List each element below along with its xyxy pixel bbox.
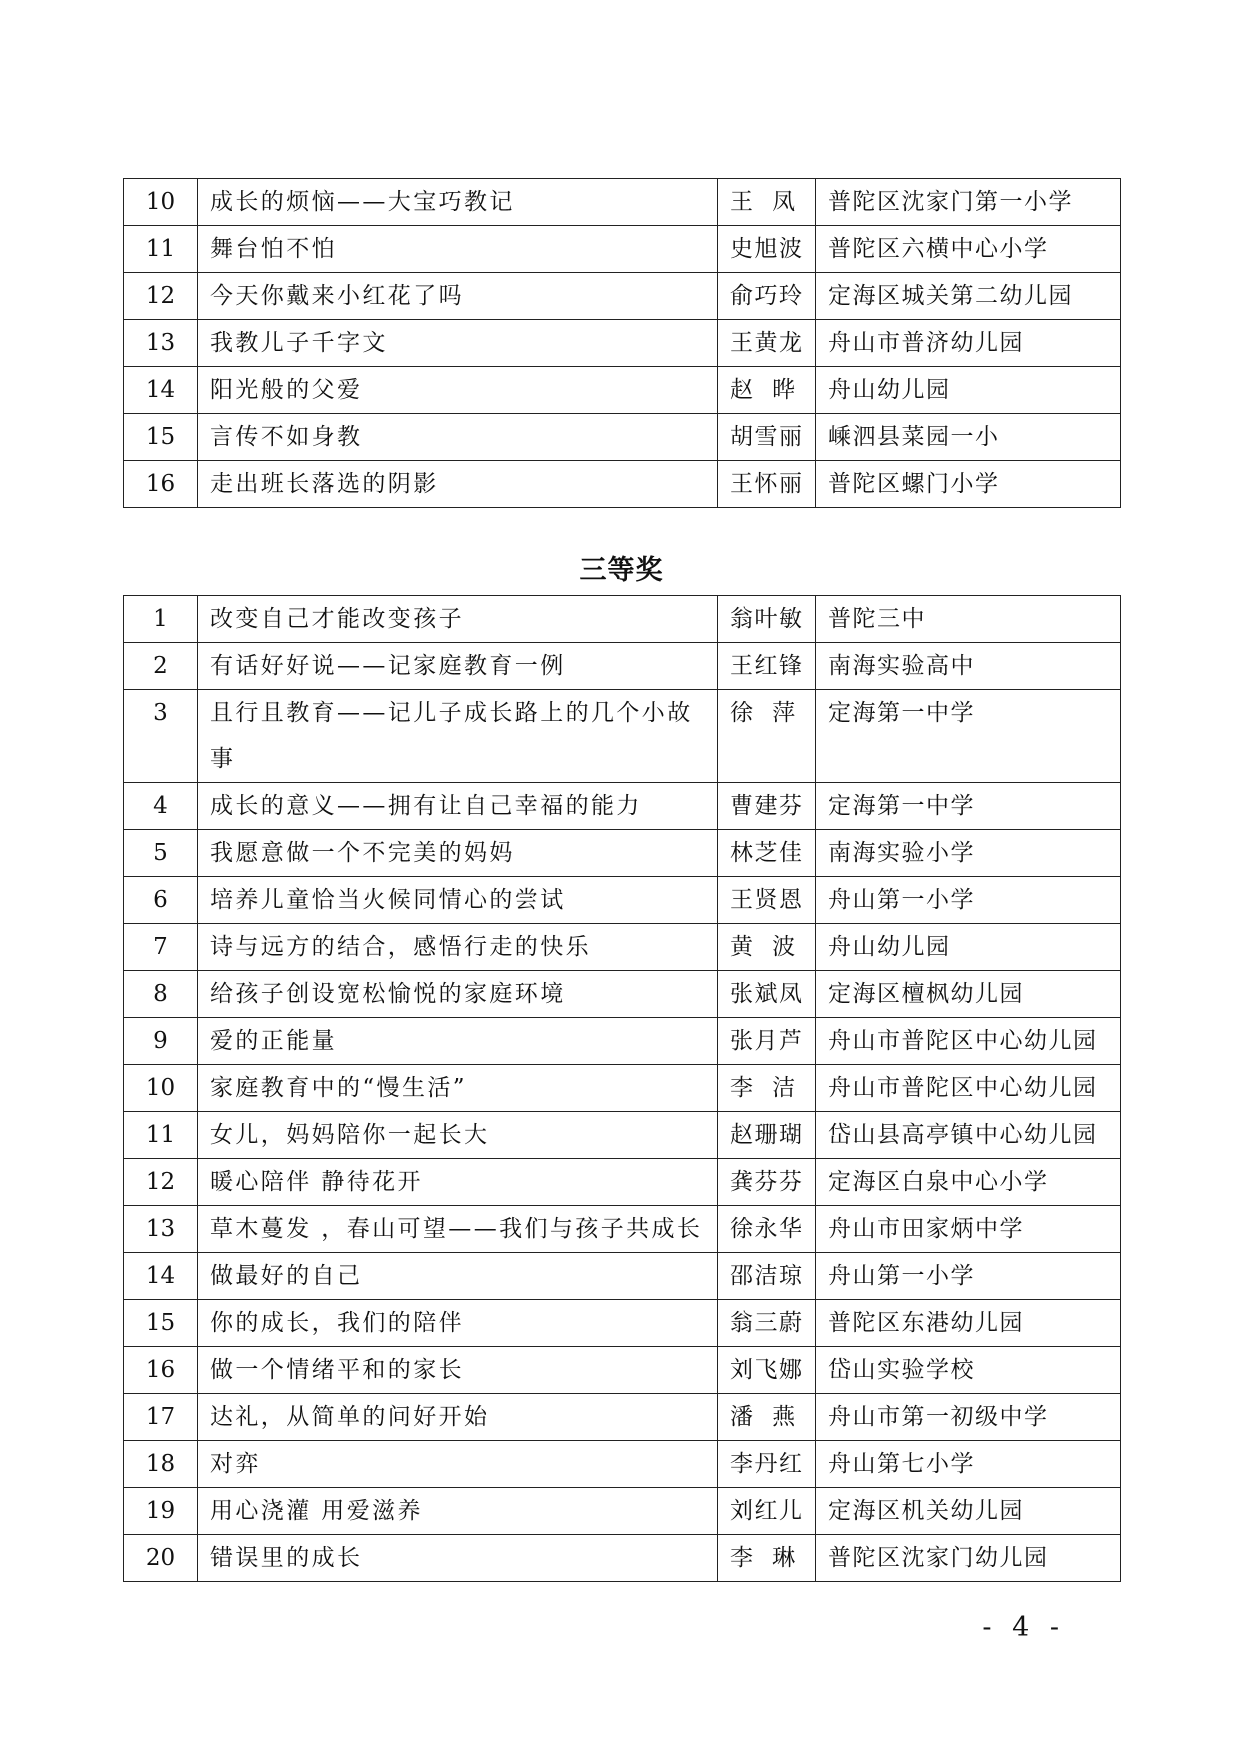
row-number: 2 [124,643,198,690]
author-name: 王黄龙 [718,320,816,367]
entry-title: 成长的烦恼——大宝巧教记 [198,179,718,226]
school-name: 岱山县高亭镇中心幼儿园 [816,1112,1121,1159]
table-row [124,690,1121,783]
author-name: 邵洁琼 [718,1253,816,1300]
entry-title: 女儿，妈妈陪你一起长大 [198,1112,718,1159]
row-number: 19 [124,1488,198,1535]
entry-title: 用心浇灌 用爱滋养 [198,1488,718,1535]
row-number: 14 [124,1253,198,1300]
entry-title: 培养儿童恰当火候同情心的尝试 [198,877,718,924]
table-row [124,1488,1121,1535]
entry-title: 做最好的自己 [198,1253,718,1300]
table-row [124,367,1121,414]
school-name: 舟山幼儿园 [816,367,1121,414]
school-name: 舟山市普陀区中心幼儿园 [816,1018,1121,1065]
author-name: 王 凤 [718,179,816,226]
table-row [124,414,1121,461]
author-name: 黄 波 [718,924,816,971]
table-row [124,830,1121,877]
entry-title: 诗与远方的结合，感悟行走的快乐 [198,924,718,971]
table-row [124,877,1121,924]
table-row [124,273,1121,320]
entry-title: 错误里的成长 [198,1535,718,1582]
author-name: 赵珊瑚 [718,1112,816,1159]
school-name: 南海实验小学 [816,830,1121,877]
author-name: 张月芦 [718,1018,816,1065]
row-number: 11 [124,1112,198,1159]
table-row [124,1018,1121,1065]
school-name: 舟山第一小学 [816,877,1121,924]
table-row [124,1206,1121,1253]
table-row [124,783,1121,830]
school-name: 定海区檀枫幼儿园 [816,971,1121,1018]
entry-title: 有话好好说——记家庭教育一例 [198,643,718,690]
row-number: 8 [124,971,198,1018]
entry-title: 改变自己才能改变孩子 [198,596,718,643]
author-name: 王红锋 [718,643,816,690]
table-row [124,1253,1121,1300]
table-row [124,1535,1121,1582]
row-number: 7 [124,924,198,971]
entry-title: 爱的正能量 [198,1018,718,1065]
school-name: 普陀区沈家门幼儿园 [816,1535,1121,1582]
entry-title: 今天你戴来小红花了吗 [198,273,718,320]
row-number: 17 [124,1394,198,1441]
table-row [124,1394,1121,1441]
entry-title: 成长的意义——拥有让自己幸福的能力 [198,783,718,830]
school-name: 舟山第七小学 [816,1441,1121,1488]
author-name: 刘飞娜 [718,1347,816,1394]
row-number: 14 [124,367,198,414]
entry-title: 草木蔓发 ，春山可望——我们与孩子共成长 [198,1206,718,1253]
table-row [124,1441,1121,1488]
entry-title: 对弈 [198,1441,718,1488]
school-name: 普陀区螺门小学 [816,461,1121,508]
school-name: 南海实验高中 [816,643,1121,690]
author-name: 张斌凤 [718,971,816,1018]
entry-title: 且行且教育——记儿子成长路上的几个小故事 [198,690,718,783]
school-name: 普陀区东港幼儿园 [816,1300,1121,1347]
table-row [124,179,1121,226]
school-name: 舟山市普陀区中心幼儿园 [816,1065,1121,1112]
author-name: 李 洁 [718,1065,816,1112]
row-number: 16 [124,461,198,508]
author-name: 龚芬芬 [718,1159,816,1206]
author-name: 李 琳 [718,1535,816,1582]
row-number: 13 [124,1206,198,1253]
author-name: 翁三蔚 [718,1300,816,1347]
author-name: 徐 萍 [718,690,816,783]
author-name: 徐永华 [718,1206,816,1253]
row-number: 12 [124,1159,198,1206]
entry-title: 给孩子创设宽松愉悦的家庭环境 [198,971,718,1018]
award-table-continued [123,178,1121,508]
school-name: 岱山实验学校 [816,1347,1121,1394]
row-number: 13 [124,320,198,367]
entry-title: 我愿意做一个不完美的妈妈 [198,830,718,877]
page-number: - 4 - [982,1612,1065,1643]
entry-title: 家庭教育中的“慢生活” [198,1065,718,1112]
school-name: 舟山市普济幼儿园 [816,320,1121,367]
school-name: 舟山幼儿园 [816,924,1121,971]
table-row [124,1300,1121,1347]
author-name: 王贤恩 [718,877,816,924]
table-row [124,971,1121,1018]
row-number: 6 [124,877,198,924]
entry-title: 达礼，从简单的问好开始 [198,1394,718,1441]
author-name: 赵 晔 [718,367,816,414]
entry-title: 暖心陪伴 静待花开 [198,1159,718,1206]
school-name: 定海第一中学 [816,783,1121,830]
table-row [124,226,1121,273]
author-name: 俞巧玲 [718,273,816,320]
table-row [124,1159,1121,1206]
school-name: 普陀区沈家门第一小学 [816,179,1121,226]
table-row [124,1112,1121,1159]
row-number: 15 [124,414,198,461]
entry-title: 走出班长落选的阴影 [198,461,718,508]
school-name: 普陀三中 [816,596,1121,643]
row-number: 11 [124,226,198,273]
table-row [124,461,1121,508]
author-name: 林芝佳 [718,830,816,877]
author-name: 胡雪丽 [718,414,816,461]
author-name: 曹建芬 [718,783,816,830]
row-number: 10 [124,1065,198,1112]
row-number: 20 [124,1535,198,1582]
school-name: 嵊泗县菜园一小 [816,414,1121,461]
row-number: 4 [124,783,198,830]
table-row [124,320,1121,367]
row-number: 9 [124,1018,198,1065]
table-row [124,1347,1121,1394]
row-number: 3 [124,690,198,783]
school-name: 定海第一中学 [816,690,1121,783]
school-name: 舟山市田家炳中学 [816,1206,1121,1253]
author-name: 刘红儿 [718,1488,816,1535]
school-name: 定海区城关第二幼儿园 [816,273,1121,320]
entry-title: 阳光般的父爱 [198,367,718,414]
school-name: 定海区白泉中心小学 [816,1159,1121,1206]
row-number: 10 [124,179,198,226]
table-row [124,596,1121,643]
entry-title: 做一个情绪平和的家长 [198,1347,718,1394]
school-name: 舟山市第一初级中学 [816,1394,1121,1441]
row-number: 12 [124,273,198,320]
school-name: 普陀区六横中心小学 [816,226,1121,273]
author-name: 李丹红 [718,1441,816,1488]
row-number: 5 [124,830,198,877]
table-row [124,643,1121,690]
author-name: 翁叶敏 [718,596,816,643]
author-name: 史旭波 [718,226,816,273]
row-number: 18 [124,1441,198,1488]
entry-title: 舞台怕不怕 [198,226,718,273]
author-name: 王怀丽 [718,461,816,508]
award-table-third-prize [123,595,1121,1582]
table-row [124,924,1121,971]
school-name: 舟山第一小学 [816,1253,1121,1300]
table-row [124,1065,1121,1112]
entry-title: 言传不如身教 [198,414,718,461]
row-number: 1 [124,596,198,643]
author-name: 潘 燕 [718,1394,816,1441]
row-number: 15 [124,1300,198,1347]
school-name: 定海区机关幼儿园 [816,1488,1121,1535]
row-number: 16 [124,1347,198,1394]
entry-title: 你的成长，我们的陪伴 [198,1300,718,1347]
section-heading-third-prize: 三等奖 [579,555,664,586]
entry-title: 我教儿子千字文 [198,320,718,367]
